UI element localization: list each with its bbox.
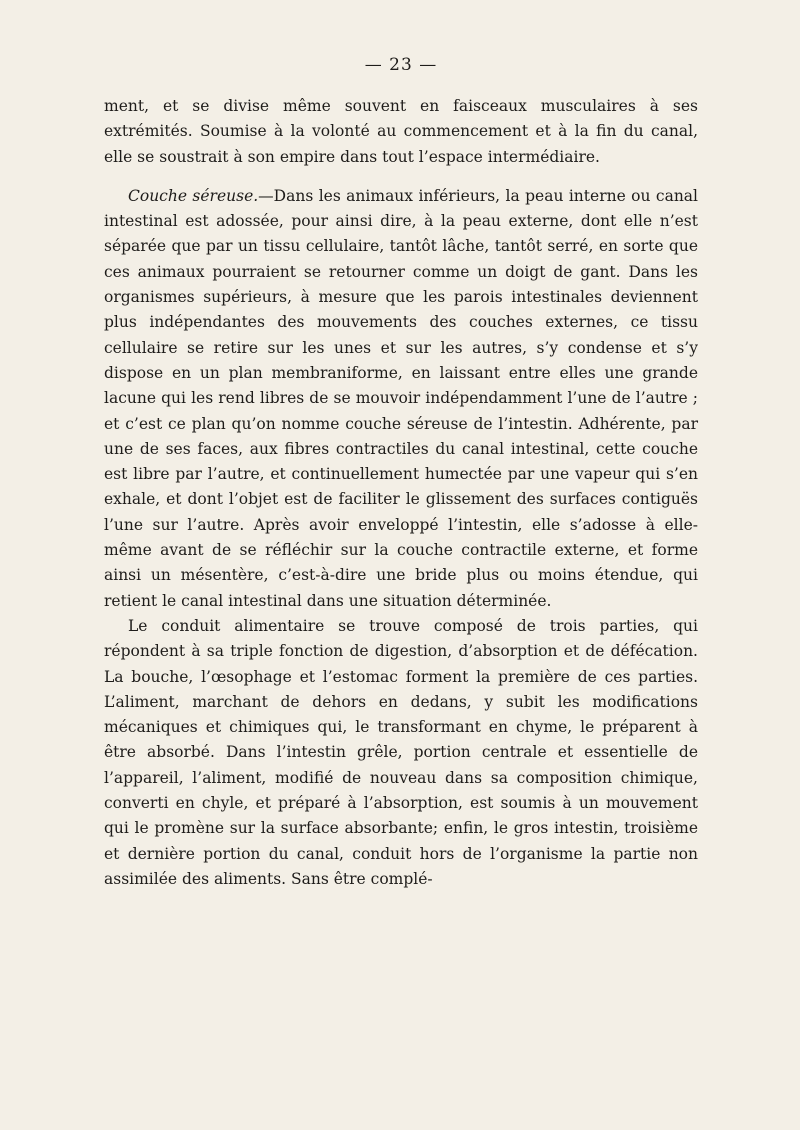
page-number: — 23 — xyxy=(364,55,438,75)
paragraph-couche-sereuse xyxy=(104,184,698,614)
paragraph-couche-sereuse-body: —Dans les animaux inférieurs, la peau interne ou canal intestinal est adossée, pour ainsi dire, à la peau externe, dont elle n’est séparée que par un tissu cellulaire, tantôt lâche, tantôt serré, en sorte que ces animaux pourraient se retourner comme un doigt de gant. Dans les organismes supérieurs, à mesure que les parois intestinales deviennent plus indépendantes des mouvements des couches externes, ce tissu cellulaire se retire sur les unes et sur les autres, s’y condense et s’y dispose en un plan membraniforme, en laissant entre elles une grande lacune qui les rend libres de se mouvoir indépendamment l’une de l’autre ; et c’est ce plan qu’on nomme couche séreuse de l’intestin. Adhérente, par une de ses faces, aux fibres contractiles du canal intestinal, cette couche est libre par l’autre, et continuellement humectée par une vapeur qui s’en exhale, et dont l’objet est de faciliter le glissement des surfaces contiguës l’une sur l’autre. Après avoir enveloppé l’intestin, elle s’adosse à elle-même avant de se réfléchir sur la couche contractile externe, et forme ainsi un mésentère, c’est-à-dire une bride plus ou moins étendue, qui retient le canal intestinal dans une situation déterminée. xyxy=(104,186,698,610)
paragraph-spacer xyxy=(104,170,698,184)
book-page xyxy=(104,54,698,892)
paragraph-continuation: ment, et se divise même souvent en faisceaux musculaires à ses extrémités. Soumise à la volonté au commencement et à la fin du canal, elle se soustrait à son empire dans tout l’espace intermédiaire. xyxy=(104,97,698,166)
paragraph-conduit-alimentaire: Le conduit alimentaire se trouve composé de trois parties, qui répondent à sa triple fonction de digestion, d’absorption et de défécation. La bouche, l’œsophage et l’estomac forment la première de ces parties. L’aliment, marchant de dehors en dedans, y subit les modifications mécaniques et chimiques qui, le transformant en chyme, le préparent à être absorbé. Dans l’intestin grêle, portion centrale et essentielle de l’appareil, l’aliment, modifié de nouveau dans sa composition chimique, converti en chyle, et préparé à l’absorption, est soumis à un mouvement qui le promène sur la surface absorbante; enfin, le gros intestin, troisième et dernière portion du canal, conduit hors de l’organisme la partie non assimilée des aliments. Sans être complé- xyxy=(104,616,698,888)
section-lead-couche-sereuse: Couche séreuse. xyxy=(128,186,259,205)
